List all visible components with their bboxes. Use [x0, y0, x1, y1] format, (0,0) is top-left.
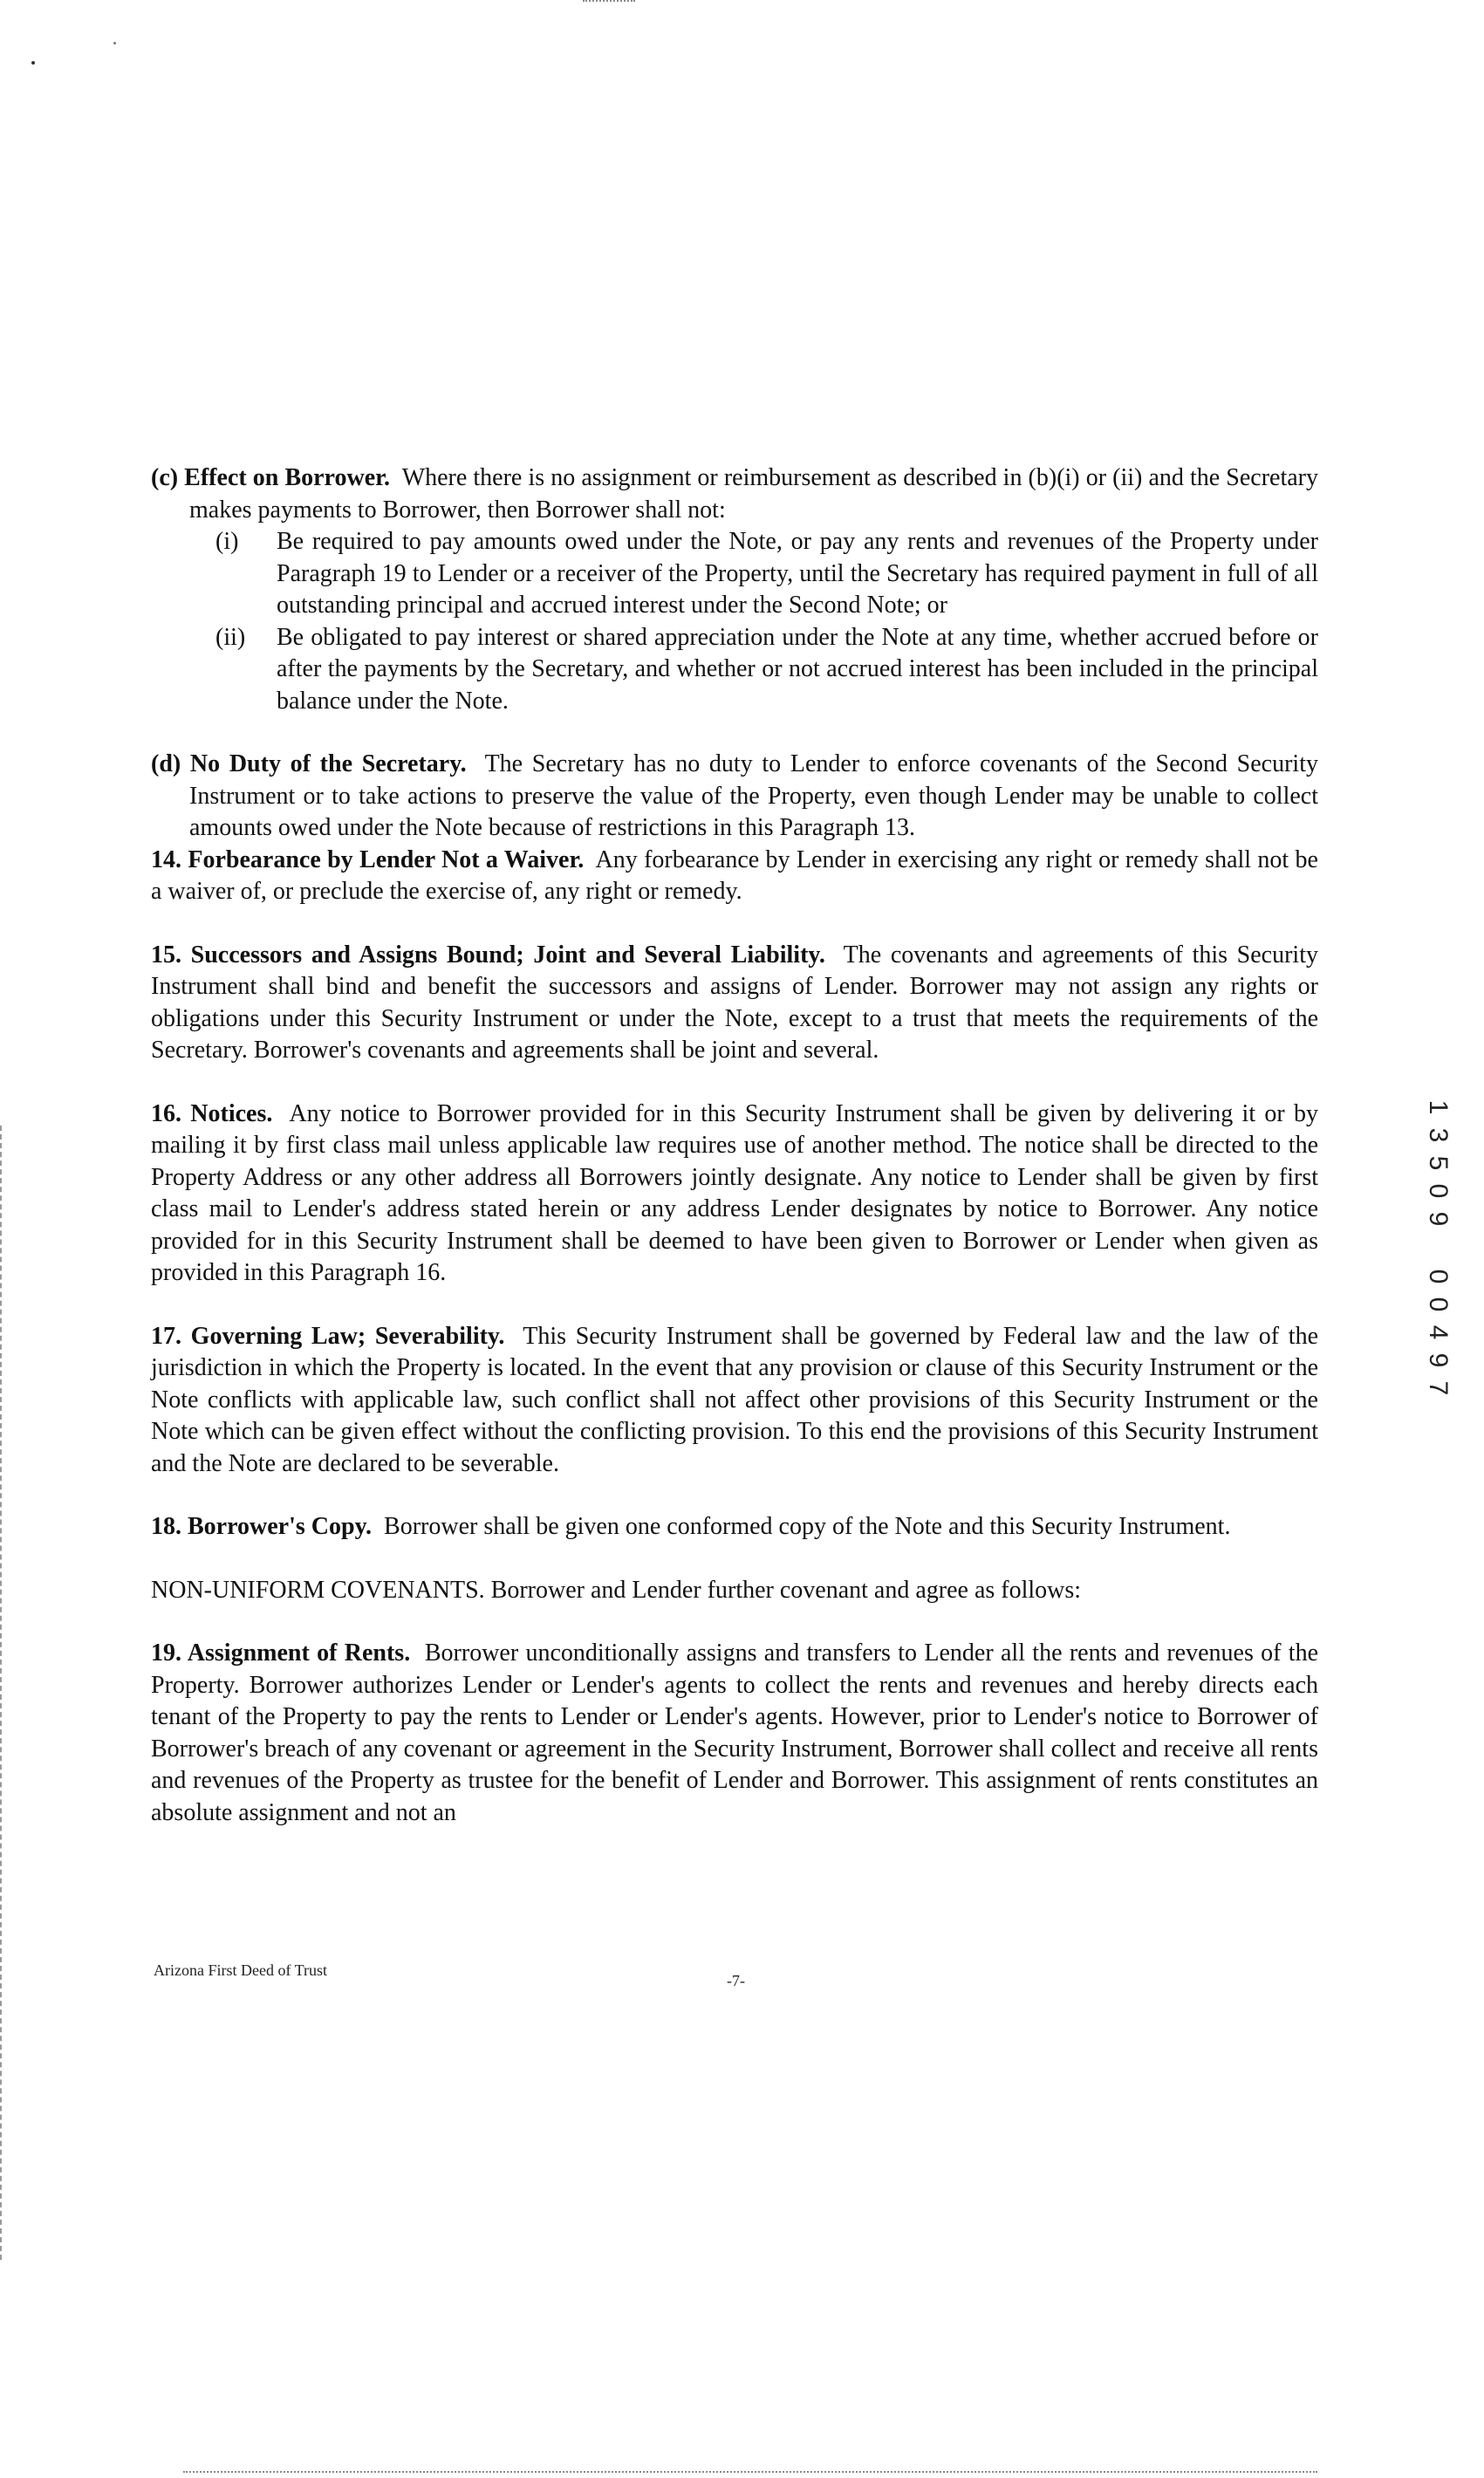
- section-18-heading: 18. Borrower's Copy.: [151, 1513, 373, 1540]
- section-17-heading: 17. Governing Law; Severability.: [151, 1322, 505, 1350]
- scan-speck: [31, 61, 35, 65]
- recording-digit: 1: [1424, 1099, 1453, 1115]
- section-15-text: The covenants and agreements of this Security Instrument shall bind and benefit the successors and assigns of Lender. Borrower may not assign any rights or obligations under this Security Instrument or under the Note, except to a trust that meets the requirements of the Secretary. Borrower's covenants and agreements shall be joint and several.: [151, 941, 1318, 1064]
- section-16-heading: 16. Notices.: [151, 1099, 273, 1127]
- recording-digit: 4: [1424, 1325, 1453, 1340]
- recording-digit: 9: [1424, 1211, 1453, 1227]
- scan-speck: [113, 42, 116, 44]
- recording-digit: 3: [1424, 1127, 1453, 1143]
- section-18-text: Borrower shall be given one conformed copy of the Note and this Security Instrument.: [384, 1513, 1231, 1540]
- footer-page-number: -7-: [727, 1972, 745, 1989]
- recording-digit: 0: [1424, 1183, 1453, 1199]
- section-19-text: Borrower unconditionally assigns and transfers to Lender all the rents and revenues of the Property. Borrower authorizes Lender or Lender's agents to collect the rents and revenues and hereby directs each tenant of the Property to pay the rents to Lender or Lender's agents. However, prior to Lender's notice to Borrower of Borrower's breach of any covenant or agreement in the Security Instrument, Borrower shall collect and receive all rents and revenues of the Property as trustee for the benefit of Lender and Borrower. This assignment of rents constitutes an absolute assignment and not an: [151, 1639, 1319, 1826]
- item-number: (i): [215, 528, 239, 555]
- recording-space: [1423, 1232, 1453, 1263]
- section-14-text: Any forbearance by Lender in exercising any right or remedy shall not be a waiver of, or preclude the exercise of, any right or remedy.: [151, 845, 1318, 905]
- section-18: [151, 1511, 1318, 1544]
- section-d-heading: (d) No Duty of the Secretary.: [151, 750, 467, 777]
- section-15-heading: 15. Successors and Assigns Bound; Joint and Several Liability.: [151, 941, 825, 969]
- recording-digit: 5: [1424, 1155, 1453, 1171]
- section-17-text: This Security Instrument shall be governed by Federal law and the law of the jurisdiction in which the Property is located. In the event that any provision or clause of this Security Instrument or the Note conflicts with applicable law, such conflict shall not affect other provisions of this Security Instrument or the Note which can be given effect without the conflicting provision. To this end the provisions of this Security Instrument and the Note are declared to be severable.: [151, 1322, 1319, 1477]
- section-16: [151, 1099, 1318, 1290]
- section-19: [151, 1638, 1318, 1829]
- section-17: [151, 1321, 1318, 1481]
- recording-digit: 9: [1424, 1352, 1453, 1368]
- recording-digit: 0: [1424, 1297, 1453, 1312]
- scan-mark-top: [583, 0, 635, 4]
- section-14-heading: 14. Forbearance by Lender Not a Waiver.: [151, 845, 585, 873]
- section-c-text: Where there is no assignment or reimbursement as described in (b)(i) or (ii) and the Secretary makes payments to Borrower, then Borrower shall not:: [189, 464, 1319, 524]
- recording-digit: 7: [1424, 1380, 1453, 1396]
- section-16-text: Any notice to Borrower provided for in this Security Instrument shall be given by delivering it or by mailing it by first class mail unless applicable law requires use of another method. The notice shall be directed to the Property Address or any other address all Borrowers jointly designate. Any notice to Lender shall be given by first class mail to Lender's address stated herein or any address Lender designates by notice to Borrower. Any notice provided for in this Security Instrument shall be deemed to have been given to Borrower or Lender when given as provided in this Paragraph 16.: [151, 1099, 1318, 1286]
- section-19-heading: 19. Assignment of Rents.: [151, 1639, 411, 1667]
- item-number: (ii): [215, 623, 246, 651]
- item-text: Be required to pay amounts owed under the Note, or pay any rents and revenues of the Property under Paragraph 19 to Lender or a receiver of the Property, until the Secretary has required payment in full of all outstanding principal and accrued interest under the Second Note; or: [277, 528, 1318, 619]
- section-c-item-i: [215, 526, 1318, 622]
- non-uniform-covenants: NON-UNIFORM COVENANTS. Borrower and Lender further covenant and agree as follows:: [151, 1576, 1082, 1604]
- section-d-text: The Secretary has no duty to Lender to enforce covenants of the Second Security Instrument or to take actions to preserve the value of the Property, even though Lender may be unable to collect amounts owed under the Note because of restrictions in this Paragraph 13.: [189, 750, 1318, 841]
- item-text: Be obligated to pay interest or shared appreciation under the Note at any time, whether accrued before or after the payments by the Secretary, and whether or not accrued interest has been included in the principal balance under the Note.: [277, 623, 1318, 715]
- scan-edge-artifact: [0, 1126, 3, 2260]
- footer-document-title: Arizona First Deed of Trust: [154, 1961, 327, 1979]
- section-d: [151, 749, 1318, 845]
- section-15: [151, 940, 1318, 1067]
- scan-bottom-artifact: [183, 2471, 1317, 2475]
- section-c-item-ii: [215, 622, 1318, 718]
- section-14: [151, 845, 1318, 908]
- recording-number: [1422, 1093, 1453, 1402]
- section-c-heading: (c) Effect on Borrower.: [151, 464, 390, 491]
- document-body: [151, 462, 1318, 1829]
- section-c: [151, 462, 1318, 526]
- recording-digit: 0: [1424, 1269, 1453, 1284]
